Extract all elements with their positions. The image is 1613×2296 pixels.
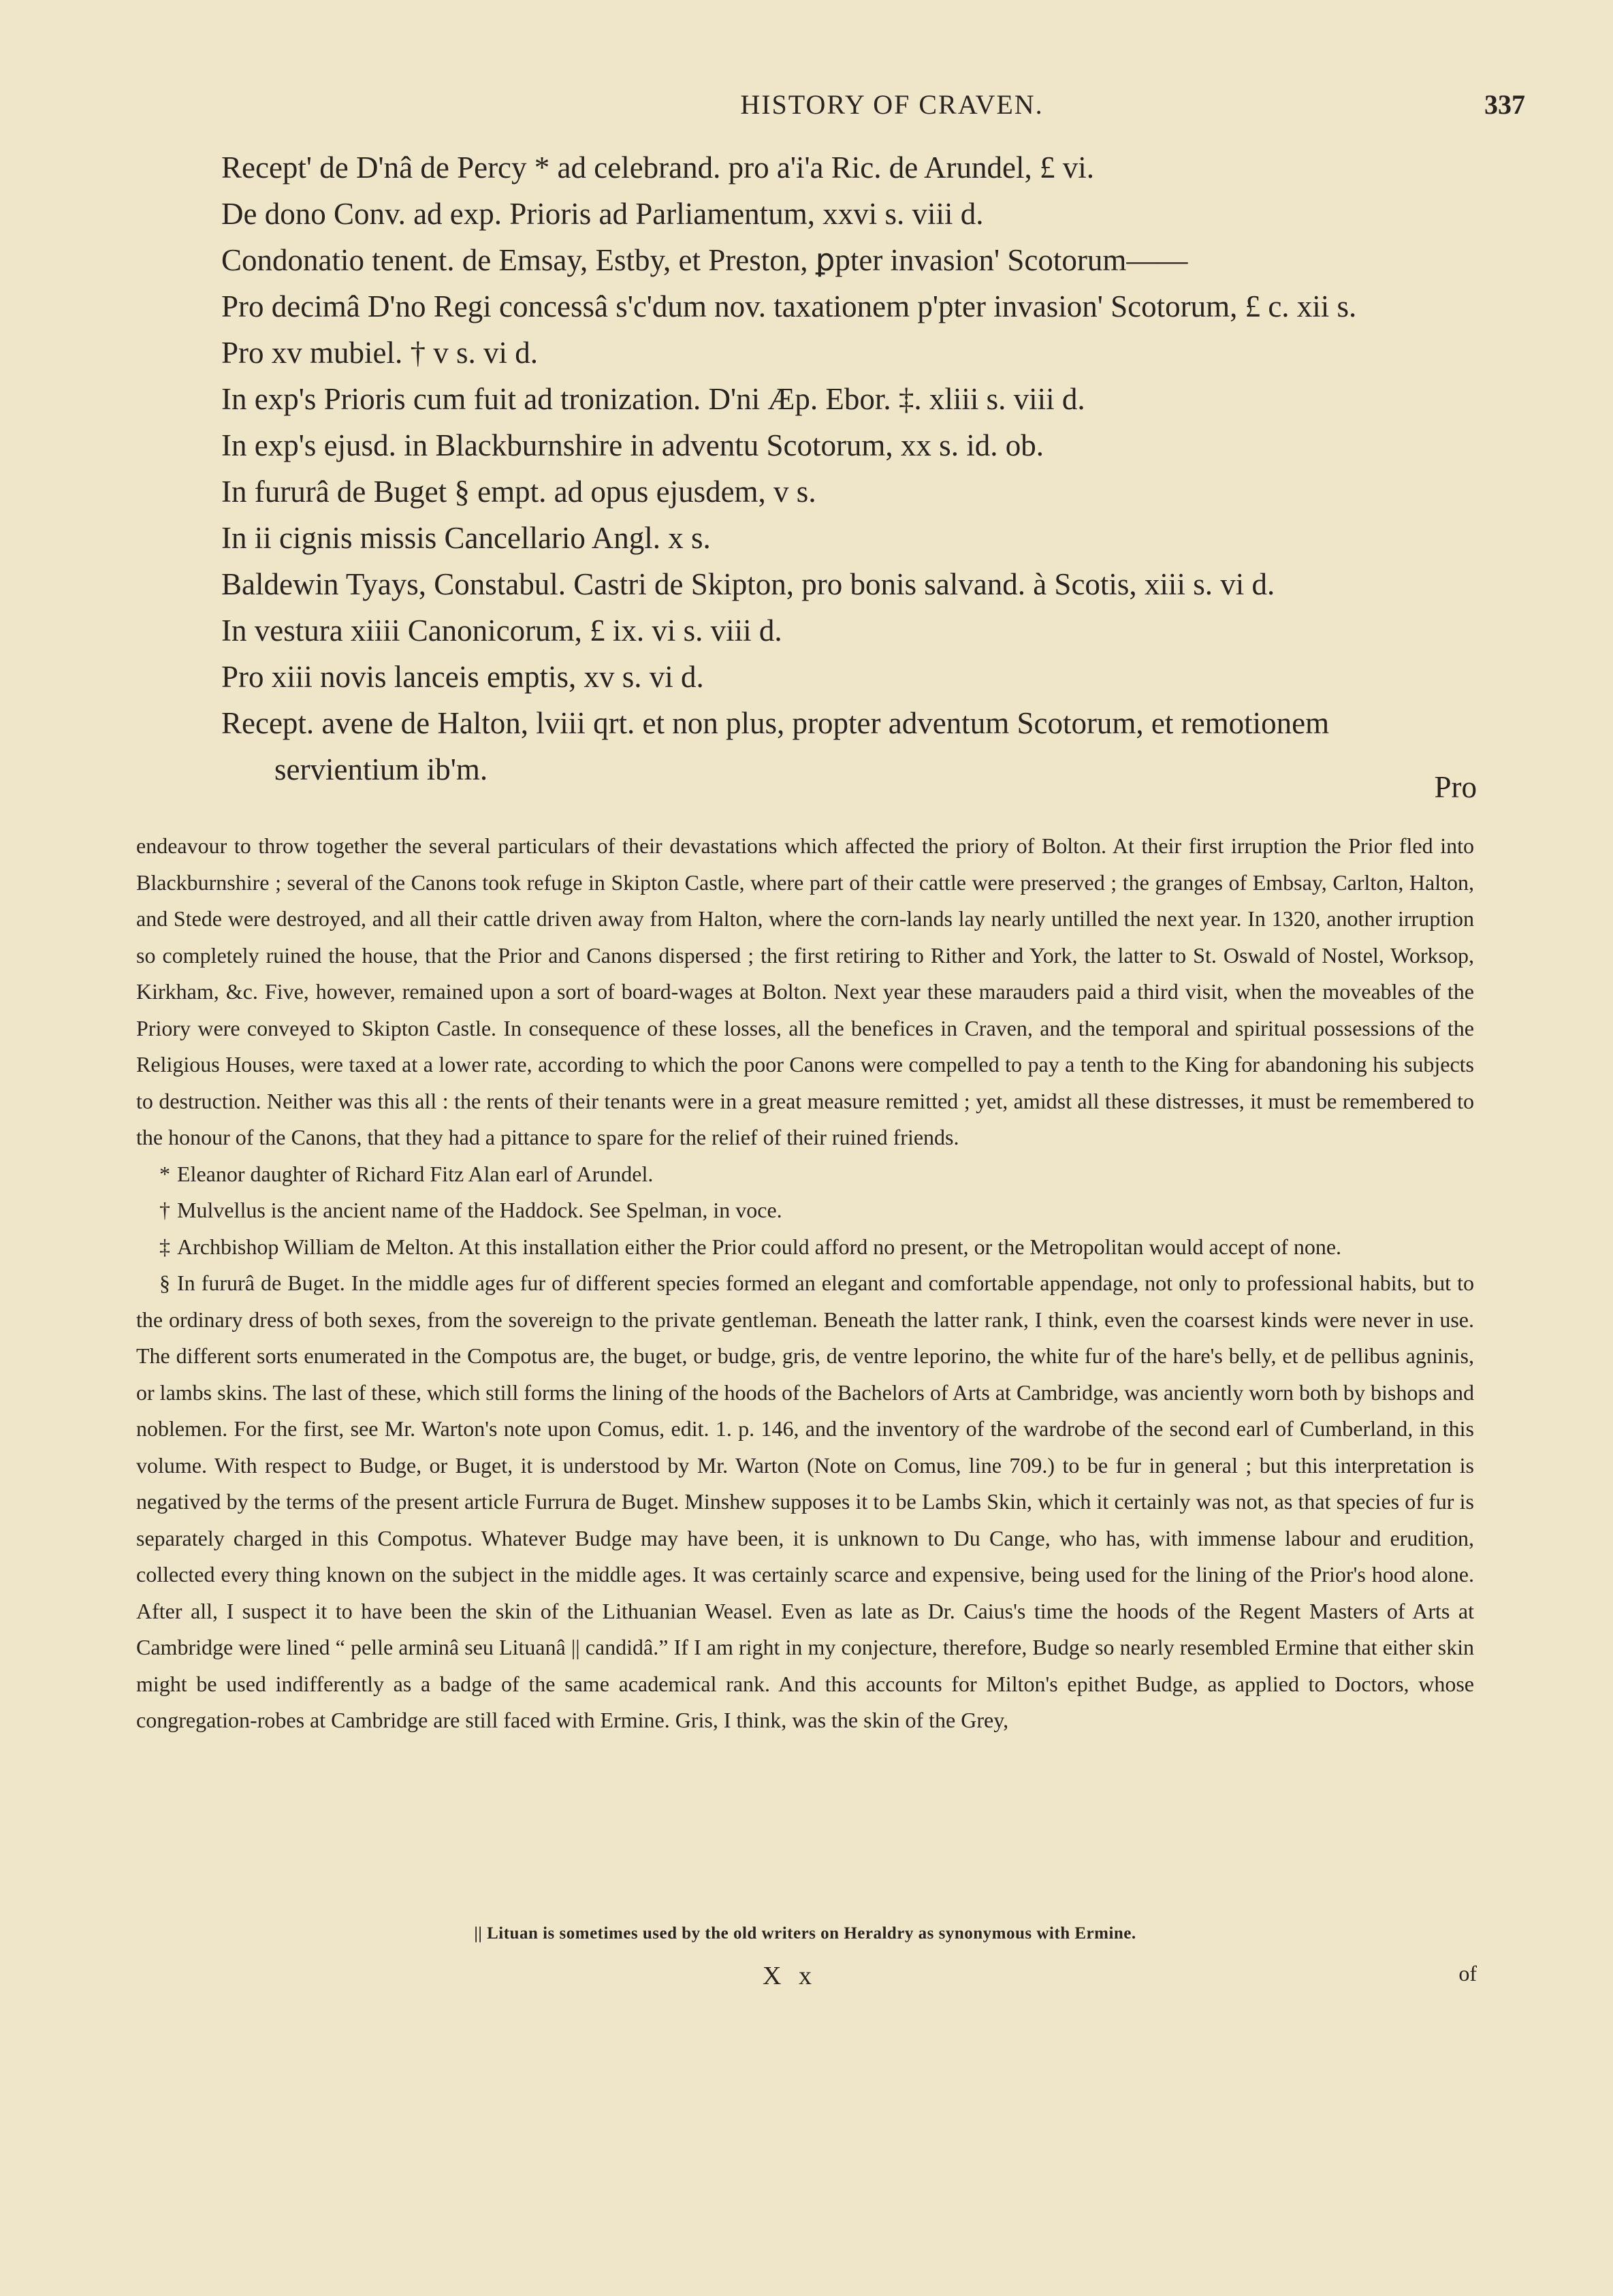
footnote-text: Mulvellus is the ancient name of the Haddock. See Spelman, in voce. xyxy=(177,1198,782,1222)
running-title: HISTORY OF CRAVEN. xyxy=(740,89,1044,120)
entry-line: Baldewin Tyays, Constabul. Castri de Skipton, pro bonis salvand. à Scotis, xiii s. vi d. xyxy=(221,567,1275,601)
entry-line: Recept. avene de Halton, lviii qrt. et non plus, propter adventum Scotorum, et remotionem servientium ib'm. xyxy=(221,706,1330,786)
entry-line: Pro decimâ D'no Regi concessâ s'c'dum nov. taxationem p'pter invasion' Scotorum, £ c. xii s. xyxy=(221,289,1357,323)
catchword: Pro xyxy=(1434,770,1477,804)
footnote-mark: † xyxy=(159,1198,170,1222)
signature-mark: X x xyxy=(763,1962,817,1990)
catchword-bottom: of xyxy=(1458,1961,1477,1986)
page-number: 337 xyxy=(1484,89,1525,120)
entry-line: Pro xiii novis lanceis emptis, xv s. vi d. xyxy=(221,660,704,694)
footnote-text: Archbishop William de Melton. At this installation either the Prior could afford no present, or the Metropolitan would accept of none. xyxy=(177,1234,1342,1259)
footnote xyxy=(136,1265,1474,1739)
sub-footnote: || Lituan is sometimes used by the old writers on Heraldry as synonymous with Ermine. xyxy=(474,1924,1136,1943)
footnote xyxy=(136,1229,1474,1266)
entry-line: In fururâ de Buget § empt. ad opus ejusdem, v s. xyxy=(221,475,816,509)
entry-line: Condonatio tenent. de Emsay, Estby, et Preston, ꝑpter invasion' Scotorum—— xyxy=(221,243,1188,277)
footnote-mark: § xyxy=(159,1271,170,1295)
footnote xyxy=(136,1192,1474,1229)
entry-line: In exp's ejusd. in Blackburnshire in adventu Scotorum, xx s. id. ob. xyxy=(221,428,1044,462)
footnote xyxy=(136,1156,1474,1193)
entry-line: In ii cignis missis Cancellario Angl. x s. xyxy=(221,521,711,555)
compotus-entries xyxy=(221,144,1474,793)
note-continuation: endeavour to throw together the several particulars of their devastations which affected the priory of Bolton. At their first irruption the Prior fled into Blackburnshire ; several of the Canons took refuge in Skipton Castle, where part of their cattle were preserved ; the granges of Embsay, Carlton, Halton, and Stede were destroyed, and all their cattle driven away from Halton, where the corn-lands lay nearly untilled the next year. In 1320, another irruption so completely ruined the house, that the Prior and Canons dispersed ; the first retiring to Rither and York, the latter to St. Oswald of Nostel, Worksop, Kirkham, &c. Five, however, remained upon a sort of board-wages at Bolton. Next year these marauders paid a third visit, when the moveables of the Priory were conveyed to Skipton Castle. In consequence of these losses, all the benefices in Craven, and the temporal and spiritual possessions of the Religious Houses, were taxed at a lower rate, according to which the poor Canons were compelled to pay a tenth to the King for abandoning his subjects to destruction. Neither was this all : the rents of their tenants were in a great measure remitted ; yet, amidst all these distresses, it must be remembered to the honour of the Canons, that they had a pittance to spare for the relief of their ruined friends. xyxy=(136,833,1474,1149)
footnote-text: Eleanor daughter of Richard Fitz Alan earl of Arundel. xyxy=(177,1161,654,1186)
footnote-mark: * xyxy=(159,1161,170,1186)
running-head xyxy=(225,89,1559,129)
footnote-text: In fururâ de Buget. In the middle ages fur of different species formed an elegant and comfortable appendage, not only to professional habits, but to the ordinary dress of both sexes, from the sovereign to the private gentleman. Beneath the latter rank, I think, even the coarsest kinds were never in use. The different sorts enumerated in the Compotus are, the buget, or budge, gris, de ventre leporino, the white fur of the hare's belly, et de pellibus agninis, or lambs skins. The last of these, which still forms the lining of the hoods of the Bachelors of Arts at Cambridge, was anciently worn both by bishops and noblemen. For the first, see Mr. Warton's note upon Comus, edit. 1. p. 146, and the inventory of the wardrobe of the second earl of Cumberland, in this volume. With respect to Budge, or Buget, it is understood by Mr. Warton (Note on Comus, line 709.) to be fur in general ; but this interpretation is negatived by the terms of the present article Furrura de Buget. Minshew supposes it to be Lambs Skin, which it certainly was not, as that species of fur is separately charged in this Compotus. Whatever Budge may have been, it is unknown to Du Cange, who has, with immense labour and erudition, collected every thing known on the subject in the middle ages. It was certainly scarce and expensive, being used for the lining of the Prior's hood alone. After all, I suspect it to have been the skin of the Lithuanian Weasel. Even as late as Dr. Caius's time the hoods of the Regent Masters of Arts at Cambridge were lined “ pelle arminâ seu Lituanâ || candidâ.” If I am right in my conjecture, therefore, Budge so nearly resembled Ermine that either skin might be used indifferently as a badge of the same academical rank. And this accounts for Milton's epithet Budge, as applied to Doctors, whose congregation-robes at Cambridge are still faced with Ermine. Gris, I think, was the skin of the Grey, xyxy=(136,1271,1474,1732)
entry-line: Pro xv mubiel. † v s. vi d. xyxy=(221,336,539,370)
entry-line: In vestura xiiii Canonicorum, £ ix. vi s. viii d. xyxy=(221,613,782,648)
entry-line: In exp's Prioris cum fuit ad tronization. D'ni Æp. Ebor. ‡. xliii s. viii d. xyxy=(221,382,1085,416)
entry-line: De dono Conv. ad exp. Prioris ad Parliamentum, xxvi s. viii d. xyxy=(221,197,984,231)
footnote-mark: ‡ xyxy=(159,1234,170,1259)
notes-section xyxy=(136,828,1474,1739)
entry-line: Recept' de D'nâ de Percy * ad celebrand. pro a'i'a Ric. de Arundel, £ vi. xyxy=(221,150,1094,185)
